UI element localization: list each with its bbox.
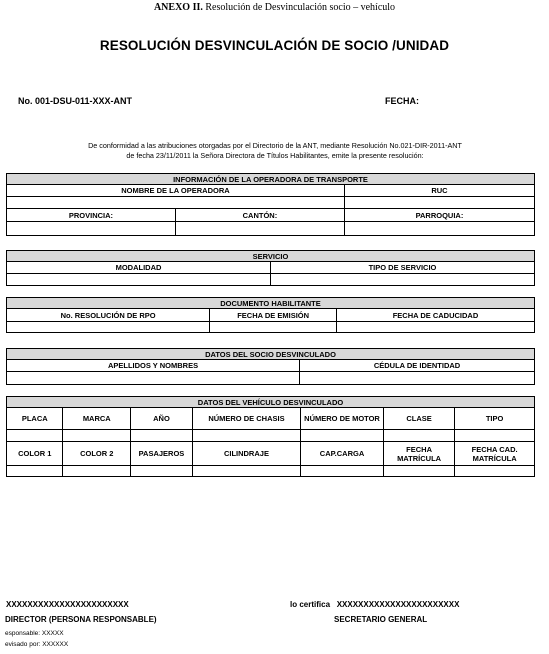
registration-expiry-header: FECHA CAD. MATRÍCULA xyxy=(455,442,535,466)
vehicle-data-cell xyxy=(301,466,384,477)
rpo-resolution-header: No. RESOLUCIÓN DE RPO xyxy=(7,309,210,322)
parish-cell xyxy=(344,222,534,236)
annex-label: ANEXO II. xyxy=(153,2,203,13)
vehicle-data-cell xyxy=(301,430,384,442)
vehicle-data-cell xyxy=(383,466,454,477)
chassis-number-header: NÚMERO DE CHASIS xyxy=(192,408,300,430)
enabling-document-table xyxy=(6,297,535,333)
vehicle-data-cell xyxy=(455,430,535,442)
enabling-document-title: DOCUMENTO HABILITANTE xyxy=(7,298,535,309)
service-type-cell xyxy=(271,274,535,286)
modality-cell xyxy=(7,274,271,286)
type-header: TIPO xyxy=(455,408,535,430)
operator-info-table xyxy=(6,173,535,236)
engine-number-header: NÚMERO DE MOTOR xyxy=(301,408,384,430)
province-cell xyxy=(7,222,176,236)
operator-name-header: NOMBRE DE LA OPERADORA xyxy=(7,185,345,197)
vehicle-data-cell xyxy=(131,466,193,477)
vehicle-data-cell xyxy=(383,430,454,442)
issue-date-header: FECHA DE EMISIÓN xyxy=(210,309,337,322)
secretary-title: SECRETARIO GENERAL xyxy=(334,615,428,624)
reviewed-by-note: evisado por: XXXXXX xyxy=(5,641,69,648)
vehicle-data-cell xyxy=(455,466,535,477)
vehicle-data-table xyxy=(6,396,535,477)
names-cell xyxy=(7,372,300,385)
service-title: SERVICIO xyxy=(7,251,535,262)
year-header: AÑO xyxy=(131,408,193,430)
vehicle-data-cell xyxy=(131,430,193,442)
displacement-header: CILINDRAJE xyxy=(192,442,300,466)
brand-header: MARCA xyxy=(63,408,131,430)
parish-header: PARROQUIA: xyxy=(344,209,534,222)
canton-header: CANTÓN: xyxy=(175,209,344,222)
partner-data-table xyxy=(6,348,535,385)
certification-line xyxy=(290,600,459,609)
ruc-header: RUC xyxy=(344,185,534,197)
certifies-label: lo certifica xyxy=(290,600,331,609)
passengers-header: PASAJEROS xyxy=(131,442,193,466)
intro-line-1: De conformidad a las atribuciones otorgadas por el Directorio de la ANT, mediante Resolución No.021-DIR-2011-ANT xyxy=(88,141,462,150)
registration-date-header: FECHA MATRÍCULA xyxy=(383,442,454,466)
color-2-header: COLOR 2 xyxy=(63,442,131,466)
annex-heading xyxy=(0,2,549,13)
class-header: CLASE xyxy=(383,408,454,430)
responsible-note: esponsable: XXXXX xyxy=(5,630,64,637)
director-name: XXXXXXXXXXXXXXXXXXXXXXX xyxy=(6,600,129,609)
operator-info-title: INFORMACIÓN DE LA OPERADORA DE TRANSPORTE xyxy=(7,174,535,185)
load-capacity-header: CAP.CARGA xyxy=(301,442,384,466)
document-title: RESOLUCIÓN DESVINCULACIÓN DE SOCIO /UNIDAD xyxy=(99,38,450,53)
plate-header: PLACA xyxy=(7,408,63,430)
ruc-cell xyxy=(344,197,534,209)
issue-date-cell xyxy=(210,322,337,333)
partner-data-title: DATOS DEL SOCIO DESVINCULADO xyxy=(7,349,535,360)
director-title: DIRECTOR (PERSONA RESPONSABLE) xyxy=(5,615,157,624)
vehicle-data-cell xyxy=(192,430,300,442)
service-table xyxy=(6,250,535,286)
id-card-header: CÉDULA DE IDENTIDAD xyxy=(300,360,535,372)
vehicle-data-cell xyxy=(7,430,63,442)
vehicle-data-cell xyxy=(7,466,63,477)
vehicle-data-cell xyxy=(192,466,300,477)
canton-cell xyxy=(175,222,344,236)
vehicle-data-title: DATOS DEL VEHÍCULO DESVINCULADO xyxy=(7,397,535,408)
modality-header: MODALIDAD xyxy=(7,262,271,274)
secretary-name: XXXXXXXXXXXXXXXXXXXXXXX xyxy=(336,600,460,609)
date-label: FECHA: xyxy=(385,96,419,106)
service-type-header: TIPO DE SERVICIO xyxy=(271,262,535,274)
expiry-date-cell xyxy=(336,322,534,333)
annex-text: Resolución de Desvinculación socio – vehículo xyxy=(205,2,396,13)
operator-name-cell xyxy=(7,197,345,209)
province-header: PROVINCIA: xyxy=(7,209,176,222)
vehicle-data-cell xyxy=(63,466,131,477)
document-number: No. 001-DSU-011-XXX-ANT xyxy=(18,96,133,106)
intro-line-2: de fecha 23/11/2011 la Señora Directora de Títulos Habilitantes, emite la presente resolución: xyxy=(126,151,424,160)
color-1-header: COLOR 1 xyxy=(7,442,63,466)
rpo-resolution-cell xyxy=(7,322,210,333)
expiry-date-header: FECHA DE CADUCIDAD xyxy=(336,309,534,322)
intro-paragraph xyxy=(10,141,540,161)
names-header: APELLIDOS Y NOMBRES xyxy=(7,360,300,372)
vehicle-data-cell xyxy=(63,430,131,442)
id-card-cell xyxy=(300,372,535,385)
